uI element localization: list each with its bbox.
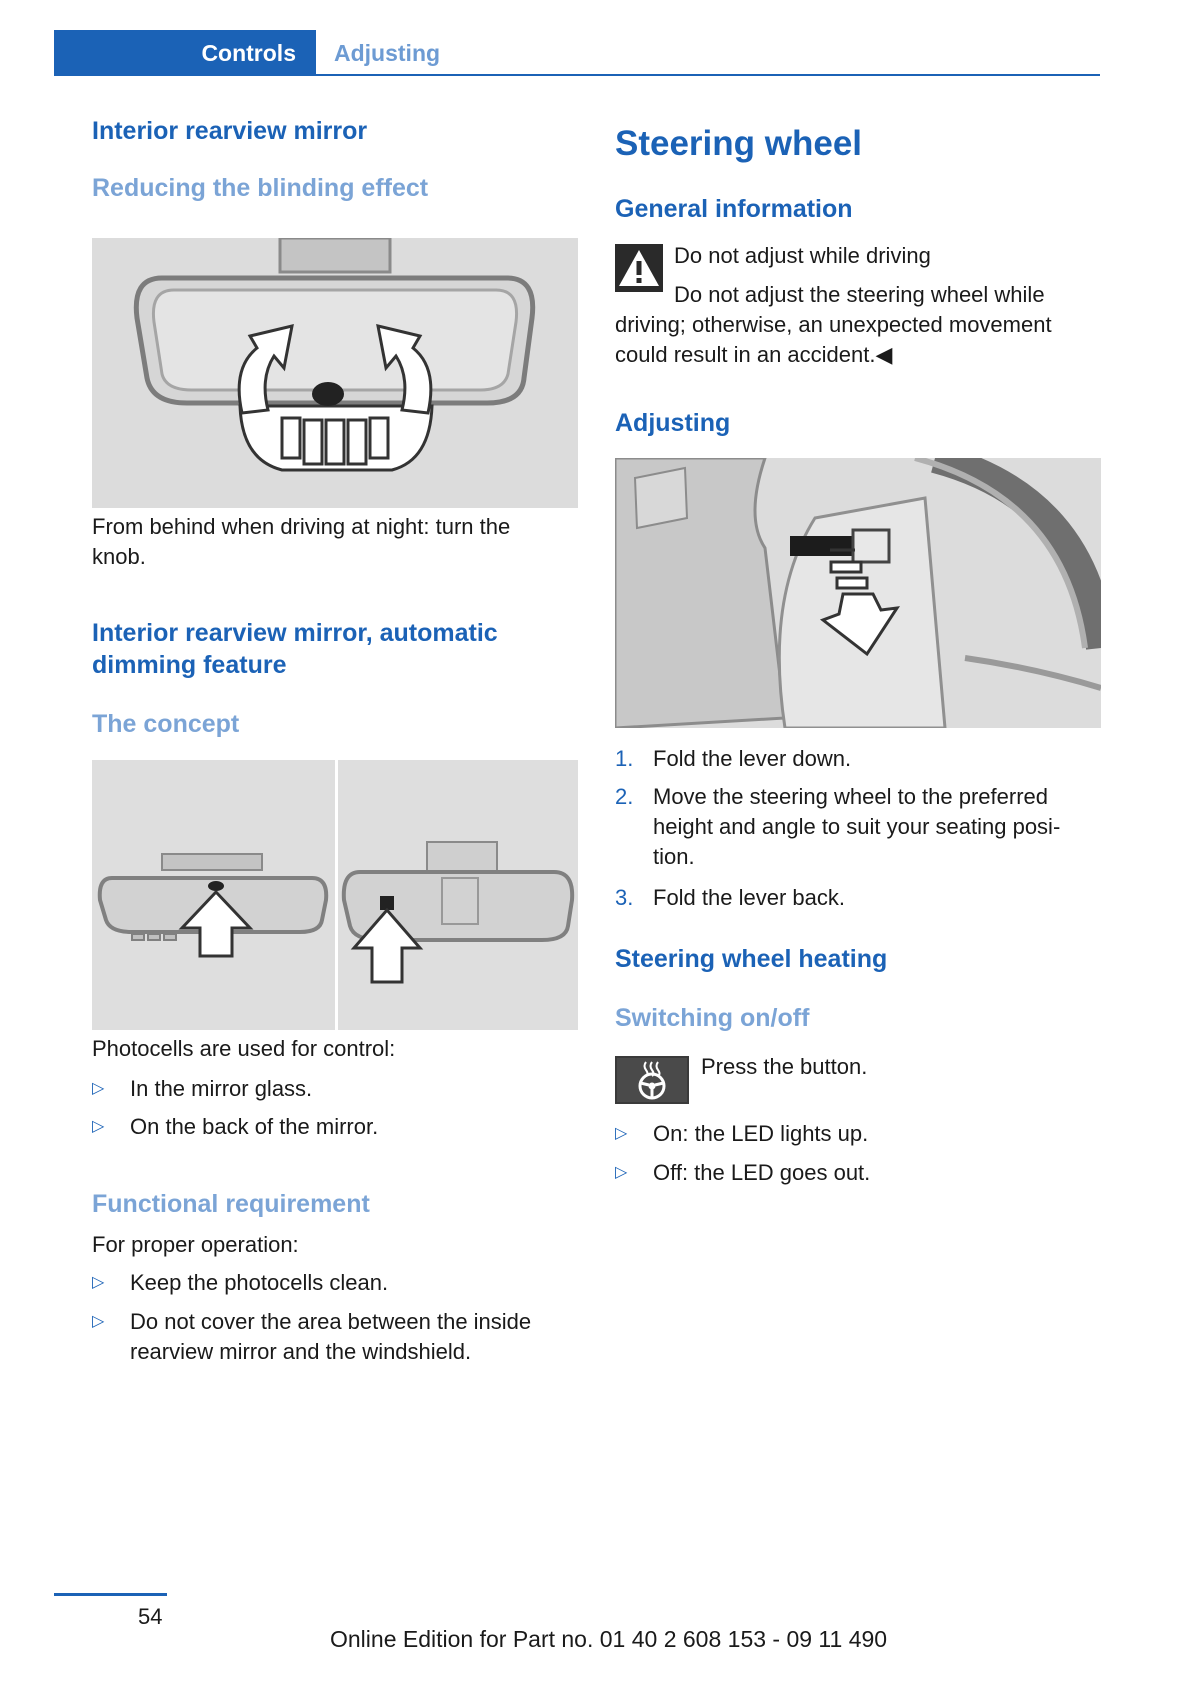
step-text: tion.: [653, 844, 695, 869]
list-item: [92, 1074, 578, 1104]
warning-title: Do not adjust while driving: [674, 243, 931, 268]
step-3: [615, 883, 1101, 913]
heading-interior-mirror: Interior rearview mirror: [92, 117, 368, 145]
list-item-text: Do not cover the area between the inside: [130, 1309, 532, 1334]
heading-general-information: General information: [615, 195, 853, 223]
list-item-text: Keep the photocells clean.: [130, 1270, 389, 1295]
list-item-text: On: the LED lights up.: [653, 1121, 869, 1146]
blinding-caption-line-1: From behind when driving at night: turn the: [92, 514, 511, 539]
step-number: 2.: [615, 784, 634, 809]
steering-heating-button-icon[interactable]: [615, 1056, 689, 1104]
bullet-marker: ▷: [92, 1118, 105, 1135]
subheading-concept: The concept: [92, 710, 240, 738]
page-number: 54: [138, 1604, 163, 1629]
step-number: 1.: [615, 746, 634, 771]
step-text: Fold the lever down.: [653, 746, 852, 771]
header-tab-adjusting[interactable]: Adjusting: [334, 40, 441, 66]
footer-edition: Online Edition for Part no. 01 40 2 608 153 - 09 11 490: [330, 1626, 888, 1652]
heading-auto-dimming-line-1: Interior rearview mirror, automatic: [92, 619, 498, 647]
heading-adjusting: Adjusting: [615, 409, 731, 437]
figure-photocells: [92, 760, 578, 1030]
list-item-text: On the back of the mirror.: [130, 1114, 379, 1139]
bullet-marker: ▷: [615, 1125, 628, 1142]
step-text: Move the steering wheel to the preferred: [653, 784, 1049, 809]
page-header: [54, 30, 1100, 76]
subheading-functional: Functional requirement: [92, 1190, 370, 1218]
heading-auto-dimming-line-2: dimming feature: [92, 651, 287, 679]
list-item: [615, 1119, 1101, 1149]
warning-icon: [615, 244, 663, 292]
warning-line-3: could result in an accident.◀: [615, 342, 893, 367]
list-item-text: rearview mirror and the windshield.: [130, 1339, 472, 1364]
functional-intro: For proper operation:: [92, 1232, 299, 1257]
subheading-blinding: Reducing the blinding effect: [92, 174, 429, 202]
list-item: [92, 1268, 578, 1298]
bullet-marker: ▷: [92, 1080, 105, 1097]
bullet-marker: ▷: [92, 1274, 105, 1291]
step-text: height and angle to suit your seating posi-: [653, 814, 1061, 839]
list-item: [92, 1112, 578, 1142]
list-item-text: In the mirror glass.: [130, 1076, 313, 1101]
heading-steering-wheel-heating: Steering wheel heating: [615, 945, 888, 973]
heading-steering-wheel: Steering wheel: [615, 124, 863, 163]
list-item-text: Off: the LED goes out.: [653, 1160, 871, 1185]
bullet-marker: ▷: [92, 1313, 105, 1330]
list-item: [615, 1158, 1101, 1188]
subheading-switching: Switching on/off: [615, 1004, 810, 1032]
list-item: [92, 1307, 578, 1367]
bullet-marker: ▷: [615, 1164, 628, 1181]
footer-rule: [54, 1593, 167, 1596]
step-number: 3.: [615, 885, 634, 910]
blinding-caption-line-2: knob.: [92, 544, 146, 569]
step-text: Fold the lever back.: [653, 885, 845, 910]
figure-mirror-knob: [92, 238, 578, 508]
warning-line-2: driving; otherwise, an unexpected movement: [615, 312, 1052, 337]
photocells-intro: Photocells are used for control:: [92, 1036, 396, 1061]
press-button-text: Press the button.: [701, 1054, 868, 1079]
figure-steering-lever: [615, 458, 1101, 728]
step-2: [615, 782, 1101, 872]
header-tab-controls[interactable]: Controls: [54, 30, 316, 76]
warning-line-1: Do not adjust the steering wheel while: [674, 282, 1045, 307]
step-1: [615, 744, 1101, 774]
header-rule: [316, 74, 1100, 76]
